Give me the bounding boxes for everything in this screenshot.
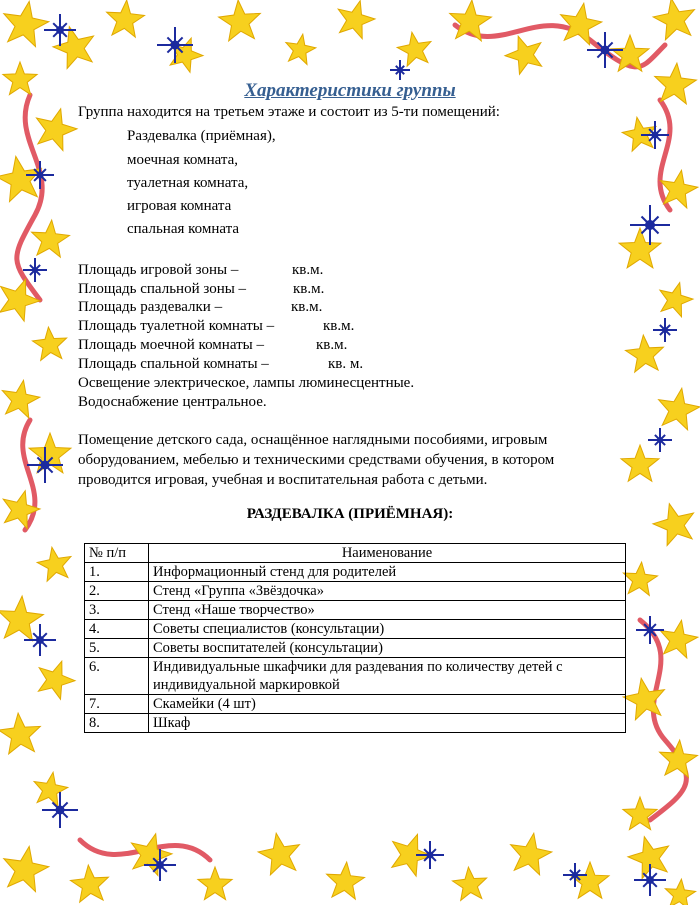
area-unit: кв. м.	[328, 356, 364, 372]
description-paragraph: Помещение детского сада, оснащённое наглядными пособиями, игровым оборудованием, мебелью и техническими средствами обучения, в котором проводится игровая, учебная и воспитательная работа с детьми.	[78, 432, 555, 488]
room-item: спальная комната	[127, 221, 240, 237]
area-label: Площадь моечной комнаты –	[78, 337, 264, 353]
room-item: Раздевалка (приёмная),	[127, 128, 276, 144]
table-row	[85, 620, 626, 639]
row-number: 6.	[85, 658, 149, 695]
row-number: 1.	[85, 563, 149, 582]
column-header-number: № п/п	[85, 544, 149, 563]
section-title: РАЗДЕВАЛКА (ПРИЁМНАЯ):	[246, 506, 454, 522]
row-name: Индивидуальные шкафчики для раздевания по количеству детей с индивидуальной маркировкой	[149, 658, 626, 695]
area-label: Площадь спальной зоны –	[78, 281, 247, 297]
row-number: 3.	[85, 601, 149, 620]
row-name: Информационный стенд для родителей	[149, 563, 626, 582]
area-label: Площадь спальной комнаты –	[78, 356, 269, 372]
row-number: 8.	[85, 714, 149, 733]
row-name: Стенд «Группа «Звёздочка»	[149, 582, 626, 601]
area-unit: кв.м.	[292, 262, 324, 278]
table-row	[85, 582, 626, 601]
page-title: Характеристики группы	[244, 80, 456, 101]
area-unit: кв.м.	[291, 299, 323, 315]
area-label: Площадь раздевалки –	[78, 299, 223, 315]
room-item: моечная комната,	[127, 152, 239, 168]
area-unit: кв.м.	[293, 281, 325, 297]
row-name: Стенд «Наше творчество»	[149, 601, 626, 620]
row-number: 4.	[85, 620, 149, 639]
room-item: туалетная комната,	[127, 175, 249, 191]
row-name: Скамейки (4 шт)	[149, 695, 626, 714]
row-number: 5.	[85, 639, 149, 658]
table-row	[85, 695, 626, 714]
table-row	[85, 639, 626, 658]
table-row	[85, 601, 626, 620]
table-row	[85, 714, 626, 733]
table-row	[85, 658, 626, 695]
intro-text: Группа находится на третьем этаже и состоит из 5-ти помещений:	[78, 104, 500, 120]
area-unit: кв.м.	[316, 337, 348, 353]
area-label: Площадь туалетной комнаты –	[78, 318, 275, 334]
room-item: игровая комната	[127, 198, 232, 214]
row-name: Шкаф	[149, 714, 626, 733]
lighting-text: Освещение электрическое, лампы люминесцентные.	[78, 375, 415, 391]
table-row	[85, 563, 626, 582]
row-number: 2.	[85, 582, 149, 601]
table-header-row	[85, 544, 626, 563]
equipment-table	[84, 543, 626, 733]
area-unit: кв.м.	[323, 318, 355, 334]
row-number: 7.	[85, 695, 149, 714]
area-label: Площадь игровой зоны –	[78, 262, 239, 278]
column-header-name: Наименование	[149, 544, 626, 563]
row-name: Советы воспитателей (консультации)	[149, 639, 626, 658]
water-text: Водоснабжение центральное.	[78, 394, 267, 410]
row-name: Советы специалистов (консультации)	[149, 620, 626, 639]
